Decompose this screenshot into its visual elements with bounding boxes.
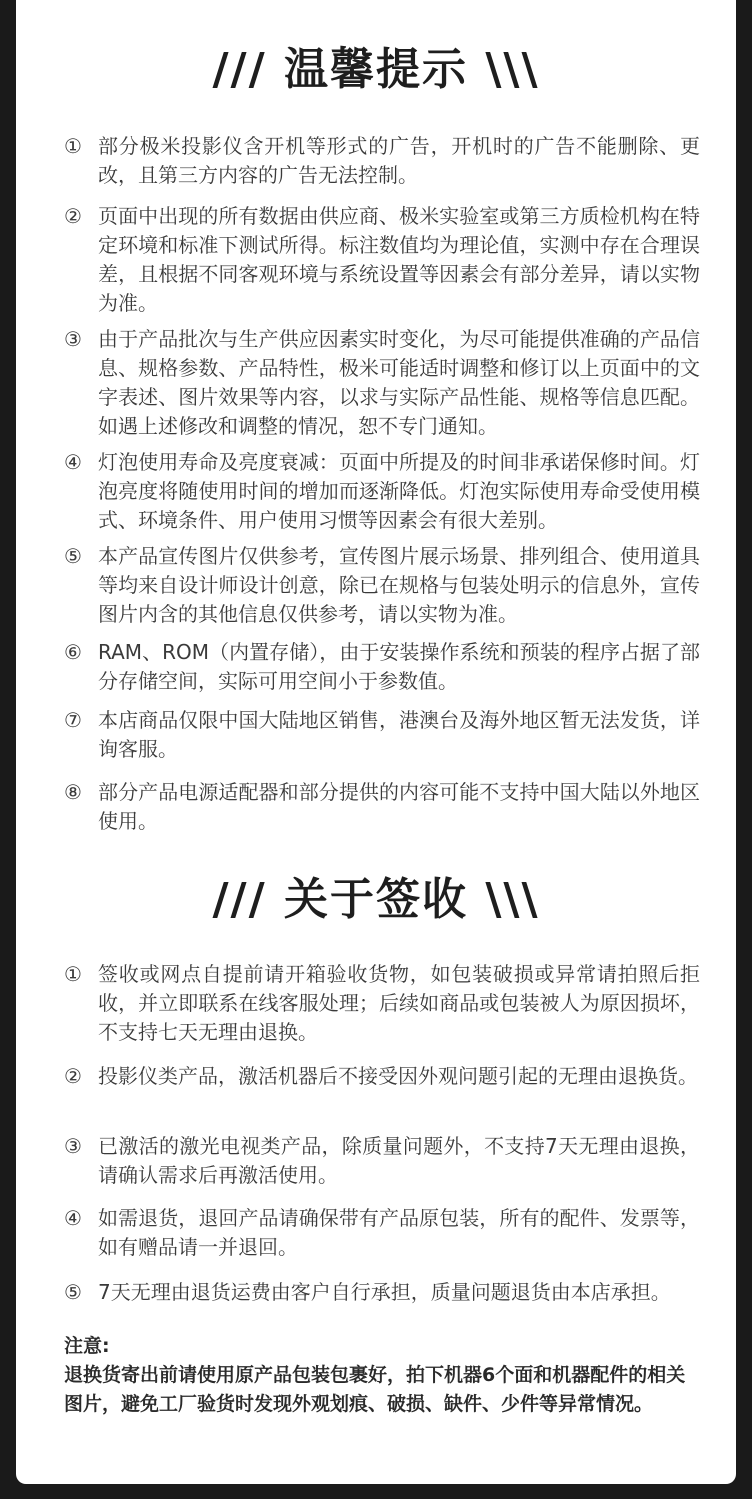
tips-item-2-text: 页面中出现的所有数据由供应商、极米实验室或第三方质检机构在特定环境和标准下测试所得。标注数值均为理论值，实测中存在合理误差，且根据不同客观环境与系统设置等因素会有部分差异，请以实物为准。 xyxy=(98,204,700,315)
signoff-item-3-number: ③ xyxy=(64,1134,82,1158)
signoff-item-4-text: 如需退货，退回产品请确保带有产品原包装，所有的配件、发票等，如有赠品请一并退回。 xyxy=(98,1206,700,1259)
signoff-item-3 xyxy=(64,1132,700,1190)
tips-item-1 xyxy=(64,132,700,190)
tips-item-1-number: ① xyxy=(64,134,82,158)
tips-item-5-text: 本产品宣传图片仅供参考，宣传图片展示场景、排列组合、使用道具等均来自设计师设计创意，除已在规格与包装处明示的信息外，宣传图片内含的其他信息仅供参考，请以实物为准。 xyxy=(98,544,700,626)
tips-item-5 xyxy=(64,542,700,629)
tips-item-7-number: ⑦ xyxy=(64,708,82,732)
tips-item-3-text: 由于产品批次与生产供应因素实时变化，为尽可能提供准确的产品信息、规格参数、产品特性，极米可能适时调整和修订以上页面中的文字表述、图片效果等内容，以求与实际产品性能、规格等信息匹配。如遇上述修改和调整的情况，恕不专门通知。 xyxy=(98,327,700,438)
tips-item-2-number: ② xyxy=(64,204,82,228)
tips-item-4-text: 灯泡使用寿命及亮度衰减：页面中所提及的时间非承诺保修时间。灯泡亮度将随使用时间的增加而逐渐降低。灯泡实际使用寿命受使用模式、环境条件、用户使用习惯等因素会有很大差别。 xyxy=(98,450,700,532)
tips-item-6-text: RAM、ROM（内置存储），由于安装操作系统和预装的程序占据了部分存储空间，实际可用空间小于参数值。 xyxy=(98,640,700,693)
signoff-item-5 xyxy=(64,1278,700,1307)
signoff-item-5-number: ⑤ xyxy=(64,1280,82,1304)
signoff-item-2 xyxy=(64,1062,700,1091)
tips-item-3-number: ③ xyxy=(64,327,82,351)
notice-card xyxy=(16,0,736,1484)
tips-item-6 xyxy=(64,638,700,696)
signoff-item-4-number: ④ xyxy=(64,1206,82,1230)
tips-item-4 xyxy=(64,448,700,535)
signoff-item-1-number: ① xyxy=(64,962,82,986)
tips-item-1-text: 部分极米投影仪含开机等形式的广告，开机时的广告不能删除、更改，且第三方内容的广告无法控制。 xyxy=(98,134,700,187)
tips-item-8 xyxy=(64,778,700,836)
tips-item-7-text: 本店商品仅限中国大陆地区销售，港澳台及海外地区暂无法发货，详询客服。 xyxy=(98,708,700,761)
signoff-item-3-text: 已激活的激光电视类产品，除质量问题外，不支持7天无理由退换，请确认需求后再激活使用。 xyxy=(98,1134,700,1187)
signoff-item-5-text: 7天无理由退货运费由客户自行承担，质量问题退货由本店承担。 xyxy=(98,1280,671,1304)
tips-item-3 xyxy=(64,325,700,441)
signoff-item-2-number: ② xyxy=(64,1064,82,1088)
signoff-item-4 xyxy=(64,1204,700,1262)
note-text: 退换货寄出前请使用原产品包装包裹好，拍下机器6个面和机器配件的相关图片，避免工厂验货时发现外观划痕、破损、缺件、少件等异常情况。 xyxy=(64,1364,686,1415)
tips-item-4-number: ④ xyxy=(64,450,82,474)
tips-item-8-number: ⑧ xyxy=(64,780,82,804)
note-label: 注意: xyxy=(64,1335,110,1357)
signoff-item-1 xyxy=(64,960,700,1047)
tips-item-2 xyxy=(64,202,700,318)
tips-item-5-number: ⑤ xyxy=(64,544,82,568)
signoff-item-2-text: 投影仪类产品，激活机器后不接受因外观问题引起的无理由退换货。 xyxy=(98,1064,698,1088)
tips-item-7 xyxy=(64,706,700,764)
tips-item-8-text: 部分产品电源适配器和部分提供的内容可能不支持中国大陆以外地区使用。 xyxy=(98,780,700,833)
signoff-item-1-text: 签收或网点自提前请开箱验收货物，如包装破损或异常请拍照后拒收，并立即联系在线客服处理；后续如商品或包装被人为原因损坏，不支持七天无理由退换。 xyxy=(98,962,700,1044)
signoff-section-title: /// 关于签收 \\\ xyxy=(212,874,540,925)
note-block xyxy=(64,1332,704,1419)
tips-section-title: /// 温馨提示 \\\ xyxy=(212,44,540,95)
tips-item-6-number: ⑥ xyxy=(64,640,82,664)
